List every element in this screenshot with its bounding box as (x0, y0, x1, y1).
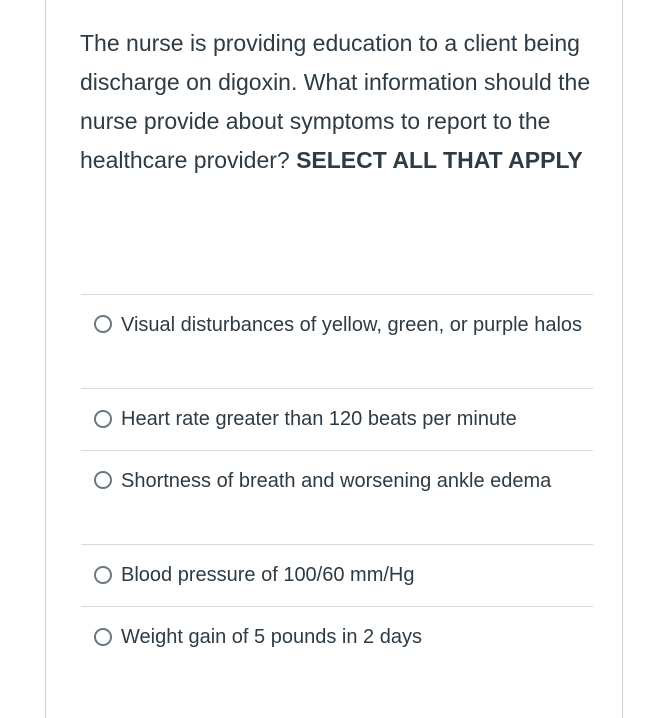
question-card (45, 0, 623, 718)
radio-button-icon[interactable] (94, 566, 112, 584)
answer-option[interactable] (81, 544, 593, 606)
question-prompt (80, 24, 592, 180)
answer-label: Visual disturbances of yellow, green, or purple halos (121, 314, 583, 336)
question-text: The nurse is providing education to a client being discharge on digoxin. What information should the nurse provide about symptoms to report to the healthcare provider? (80, 30, 591, 173)
answer-option[interactable] (81, 606, 593, 668)
answer-label: Weight gain of 5 pounds in 2 days (121, 626, 422, 648)
select-all-instruction: SELECT ALL THAT APPLY (296, 147, 583, 173)
answer-option[interactable] (81, 388, 593, 450)
answer-option[interactable] (81, 294, 593, 388)
answer-list (81, 294, 593, 668)
radio-button-icon[interactable] (94, 410, 112, 428)
radio-button-icon[interactable] (94, 628, 112, 646)
radio-button-icon[interactable] (94, 315, 112, 333)
answer-label: Blood pressure of 100/60 mm/Hg (121, 564, 415, 586)
radio-button-icon[interactable] (94, 471, 112, 489)
answer-label: Shortness of breath and worsening ankle edema (121, 470, 552, 492)
answer-label: Heart rate greater than 120 beats per minute (121, 408, 517, 430)
answer-option[interactable] (81, 450, 593, 544)
